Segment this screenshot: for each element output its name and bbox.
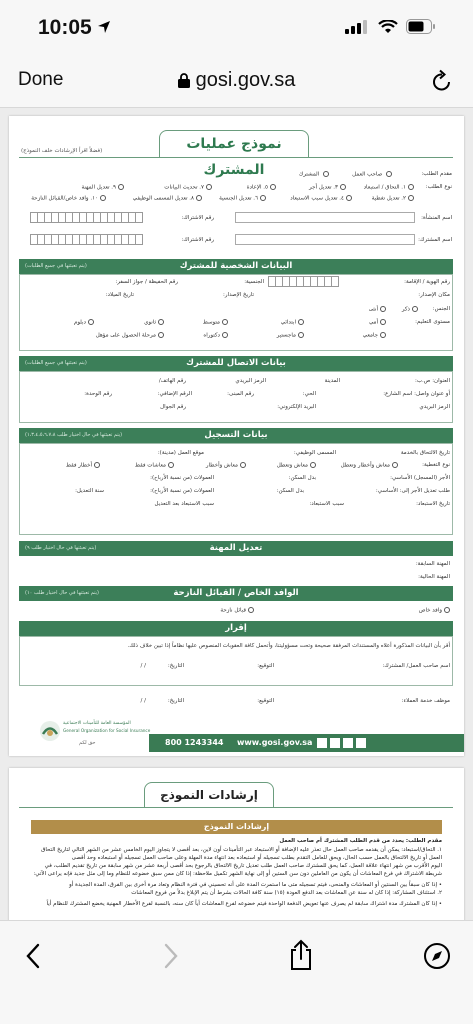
radio-button[interactable]	[270, 184, 276, 190]
section-note: (يتم تعبئتها في حال اختيار طلب ١٠)	[25, 590, 99, 596]
status-time: 10:05	[38, 16, 92, 39]
option-label: ثانوي	[144, 319, 156, 326]
guide-page	[9, 768, 464, 920]
section-title: البيانات الشخصية للمشترك	[179, 261, 293, 271]
request-type-label: نوع الطلب:	[425, 184, 452, 190]
option-label: ٩. تعديل المهنة	[81, 184, 116, 191]
education-option[interactable]	[144, 319, 164, 326]
guide-paragraph: ٢. استئناف المشاركة: إذا كان له سنة عن المعاشات بعد الدفع العودة (١٥) سنة كافة الحالات بشرط أن يتم الإبلاغ بدلاً من فروع المعاشات	[131, 890, 442, 896]
option-label: أمي	[368, 319, 378, 326]
housing-allowance-2-label: بدل السكن:	[276, 488, 304, 494]
education-option[interactable]	[74, 319, 94, 326]
radio-button[interactable]	[412, 306, 418, 312]
form-page	[9, 116, 464, 756]
radio-button[interactable]	[380, 332, 386, 338]
job-title-label: المسمى الوظيفي:	[293, 450, 336, 456]
option-label: ١. التحاق / استبعاد	[363, 184, 406, 191]
radio-button[interactable]	[298, 319, 304, 325]
option-label: معاشات فقط	[134, 462, 166, 469]
linkedin-icon	[356, 738, 366, 748]
po-box-label: العنوان: ص.ب:	[415, 378, 450, 384]
done-button[interactable]: Done	[18, 69, 64, 90]
reading-note: (فضلاً اقرأ الإرشادات خلف النموذج)	[21, 148, 103, 154]
declaration-date-label: التاريخ:	[167, 663, 184, 669]
building-number-label: رقم المبنى:	[227, 391, 254, 397]
special-option-tribes[interactable]	[220, 607, 254, 614]
guide-paragraph: • إذا كان المشترك مدة اشتراك سابقة لم يصرف عنها تعويض الدفعة الواحدة فيتم خضوعه لفرع المعاشات أياً كان سنه، بالنسبة لفرع الأخطار المهنية يخضع المشترك للنظام أياً	[46, 901, 442, 907]
option-label: ١٠. وافد خاص/القبائل النازحة	[31, 195, 98, 202]
browser-address-bar	[0, 56, 473, 108]
facebook-icon	[317, 738, 327, 748]
radio-button[interactable]	[408, 184, 414, 190]
form-title: نموذج عمليات المشترك	[159, 130, 309, 158]
section-title: بيانات التسجيل	[204, 430, 268, 440]
slogan: حق لكم	[79, 740, 96, 746]
section-title: الوافد الخاص / القبائل النازحة	[173, 588, 299, 598]
option-label: دكتوراه	[203, 332, 220, 339]
form-footer	[9, 716, 464, 756]
applicant-option-employer[interactable]	[352, 171, 392, 178]
option-label: دبلوم	[73, 319, 86, 326]
education-option[interactable]	[203, 332, 228, 339]
reload-icon[interactable]	[431, 69, 453, 93]
education-option[interactable]	[277, 332, 304, 339]
mobile-label: رقم الجوال	[160, 404, 186, 410]
commissions-2-label: العمولات (من نسبة الأرباح):	[150, 488, 214, 494]
option-label: ٦. تعديل الجنسية	[219, 195, 258, 202]
request-type-option[interactable]	[364, 184, 414, 191]
exclusion-reason-label: سبب الاستبعاد:	[309, 501, 344, 507]
web-content[interactable]	[0, 108, 473, 920]
phone-label: رقم الهاتف/	[158, 378, 186, 384]
passport-label: رقم الحفيظة / جواز السفر:	[115, 279, 178, 285]
contact-bar	[149, 734, 464, 752]
option-label: ذكر	[401, 306, 410, 313]
nationality-label: الجنسية:	[244, 279, 264, 285]
postal-code-2-label: الرمز البريدي	[419, 404, 450, 410]
education-option[interactable]	[363, 332, 386, 339]
guide-paragraph: اليوم الأقرب من شهر انتهاء علاقة العمل، كما يحق للمشترك صاحب العمل طلب تعديل تاريخ الالتحاق بالرجوع بحد أقصى أربعة عشر من شهر سابقة من تاريخ تقديم الطلب، في	[44, 863, 442, 869]
gender-option-female[interactable]	[369, 306, 386, 313]
contact-section-header	[19, 356, 453, 371]
guide-paragraph: • إذا كان سبقاً بين السنتين أو المعاشات والمنحى، فيتم تسجيله متى ما استمرت المدة على أنه تحسيني في فترة النظام وتعاد مرة أخرى بين الفرق، المدة الجديدة أو	[69, 882, 442, 888]
guide-banner: إرشادات النموذج	[31, 820, 442, 834]
section-note: (يتم تعبئتها في جميع الطلبات)	[25, 360, 87, 366]
url-text: gosi.gov.sa	[195, 69, 296, 91]
request-type-option[interactable]	[133, 195, 202, 202]
org-name-ar: المؤسسة العامة للتأمينات الاجتماعية	[63, 721, 131, 726]
establishment-name-label: اسم المنشأة:	[421, 215, 452, 221]
establishment-number-label: رقم الاشتراك:	[181, 215, 214, 221]
section-title: إقرار	[225, 623, 247, 633]
radio-button[interactable]	[168, 462, 174, 468]
section-title: بيانات الاتصال للمشترك	[186, 358, 286, 368]
education-label: مستوى التعليم:	[415, 319, 450, 325]
option-label: متوسط	[202, 319, 220, 326]
request-type-option[interactable]	[81, 184, 124, 191]
phone-number: 800 1243344	[165, 738, 224, 747]
radio-button[interactable]	[408, 195, 414, 201]
option-label: ٥. الإعادة	[246, 184, 268, 191]
option-label: ماجستير	[276, 332, 296, 339]
coverage-option[interactable]	[135, 462, 174, 469]
special-option-expat[interactable]	[419, 607, 450, 614]
declaration-date-slashes: / /	[140, 663, 146, 669]
special-section-header	[19, 586, 453, 601]
education-option[interactable]	[96, 332, 164, 339]
issue-place-label: مكان الإصدار:	[418, 292, 450, 298]
guide-title-rule	[19, 807, 453, 808]
option-label: وافد خاص	[418, 607, 442, 614]
basic-wage-label: الأجر (المسجل) الأساسي:	[390, 475, 450, 481]
radio-button[interactable]	[196, 195, 202, 201]
staff-date-slashes: / /	[140, 698, 146, 704]
radio-button[interactable]	[260, 195, 266, 201]
website: www.gosi.gov.sa	[237, 738, 313, 747]
request-type-option[interactable]	[31, 195, 106, 202]
option-label: أنثى	[368, 306, 378, 313]
option-label: ٨. تعديل المسمى الوظيفي	[132, 195, 194, 202]
registration-section-header	[19, 428, 453, 443]
current-occupation-label: المهنة الحالية:	[418, 574, 450, 580]
option-label: معاش وأخطار	[205, 462, 238, 469]
radio-button[interactable]	[380, 319, 386, 325]
postal-code-label: الرمز البريدي	[235, 378, 266, 384]
request-type-option[interactable]	[164, 184, 212, 191]
option-label: ٤. تعديل سبب الاستبعاد	[290, 195, 344, 202]
status-bar	[0, 0, 473, 56]
option-label: صاحب العمل	[352, 171, 383, 178]
gosi-emblem-icon	[39, 720, 61, 742]
compass-icon[interactable]	[423, 942, 451, 970]
wifi-icon	[378, 20, 398, 34]
option-label: ٧. تحديث البيانات	[164, 184, 204, 191]
birth-date-label: تاريخ الميلاد:	[105, 292, 134, 298]
exclusion-reason-after-label: سبب الاستبعاد بعد التعديل	[154, 501, 214, 507]
option-label: مرحلة الحصول على مؤهل	[95, 332, 156, 339]
unit-number-label: رقم الوحدة:	[84, 391, 112, 397]
radio-button[interactable]	[94, 462, 100, 468]
exclusion-date-label: تاريخ الاستبعاد:	[416, 501, 450, 507]
radio-button[interactable]	[248, 607, 254, 613]
radio-button[interactable]	[444, 607, 450, 613]
option-label: قبائل نازحة	[220, 607, 246, 614]
guide-title: إرشادات النموذج	[144, 782, 274, 808]
subscriber-number-field[interactable]	[31, 234, 143, 245]
youtube-icon	[343, 738, 353, 748]
option-label: معاش وتعطل	[276, 462, 308, 469]
request-type-option[interactable]	[309, 184, 346, 191]
coverage-label: نوع التغطية:	[422, 462, 450, 468]
title-rule	[19, 157, 453, 158]
option-label: أخطار فقط	[65, 462, 92, 469]
staff-label: موظف خدمة العملاء:	[401, 698, 450, 704]
radio-button[interactable]	[323, 171, 329, 177]
option-label: معاش وأخطار وتعطل	[340, 462, 390, 469]
housing-allowance-label: بدل السكن:	[288, 475, 316, 481]
additional-number-label: الرقم الإضافي:	[157, 391, 192, 397]
staff-signature-label: التوقيع:	[257, 698, 274, 704]
occupation-section-header	[19, 541, 453, 556]
option-label: المشترك	[298, 171, 320, 178]
coverage-option[interactable]	[277, 462, 316, 469]
commissions-label: العمولات (من نسبة الأرباح):	[150, 475, 214, 481]
declaration-text: أقر بأن البيانات المذكورة أعلاه والمستندات المرفقة صحيحة وتحت مسؤوليتنا، وأتحمل كافة العقوبات المنصوص عليها نظاماً إذا تبين خلاف ذلك.	[127, 643, 450, 649]
chevron-right-icon[interactable]	[163, 943, 179, 969]
gender-option-male[interactable]	[402, 306, 418, 313]
guide-heading: مقدم الطلب: يحدد من قدم الطلب المشترك أم صاحب العمل	[279, 838, 442, 844]
amend-year-label: سنة التعديل:	[75, 488, 104, 494]
radio-button[interactable]	[206, 184, 212, 190]
subscriber-number-label: رقم الاشتراك:	[181, 237, 214, 243]
option-label: ابتدائي	[280, 319, 296, 326]
join-date-label: تاريخ الالتحاق بالخدمة	[400, 450, 450, 456]
coverage-option[interactable]	[66, 462, 100, 469]
email-label: البريد الإلكتروني:	[277, 404, 316, 410]
signature-label: التوقيع:	[257, 663, 274, 669]
subscriber-name-label: اسم المشترك:	[418, 237, 452, 243]
district-label: الحي:	[302, 391, 316, 397]
org-name-en: General Organization for Social Insurance	[63, 728, 151, 733]
subscriber-name-field[interactable]	[235, 234, 415, 245]
id-field[interactable]	[269, 276, 339, 287]
issue-date-label: تاريخ الإصدار:	[223, 292, 254, 298]
radio-button[interactable]	[386, 171, 392, 177]
education-option[interactable]	[281, 319, 304, 326]
declaration-section-header	[19, 621, 453, 636]
social-icons	[317, 738, 366, 748]
lock-icon	[178, 73, 190, 88]
establishment-number-field[interactable]	[31, 212, 143, 223]
section-note: (يتم تعبئتها في حال اختيار طلب ١،٣،٤،٥،٦،٧،٨)	[25, 432, 123, 438]
guide-paragraph: العمل أو تاريخ الالتحاق بالعمل حسب الحال، ويحق للعامل التقدم بطلب تسجيله أو استبعاده بعد انتهاء مدة المهلة وعلى صاحب العمل تسجيله أو استبعاده وحد أقصى	[71, 855, 442, 861]
radio-button[interactable]	[158, 332, 164, 338]
cellular-signal-icon	[345, 20, 369, 34]
id-label: رقم الهوية / الإقامة:	[404, 279, 450, 285]
guide-paragraph: ١. التحاق/استبعاد: يمكن أن يقدمه صاحب العمل حال تعذر عليه الإضافة أو الاستبعاد عبر التأمينات أون لاين، بعد أقصى لا يتجاوز اليوم الخامس عشر من الشهر التالي لتاريخ التحاق	[41, 847, 442, 853]
education-option[interactable]	[203, 319, 228, 326]
work-location-label: موقع العمل (مدينة):	[157, 450, 204, 456]
personal-section-frame	[19, 274, 453, 351]
personal-section-header	[19, 259, 453, 274]
request-type-option[interactable]	[247, 184, 276, 191]
option-label: ٣. تعديل أجر	[309, 184, 338, 191]
city-label: المدينة	[324, 378, 340, 384]
twitter-icon	[330, 738, 340, 748]
radio-button[interactable]	[298, 332, 304, 338]
coverage-option[interactable]	[341, 462, 398, 469]
radio-button[interactable]	[380, 306, 386, 312]
staff-date-label: التاريخ:	[167, 698, 184, 704]
signer-name-label: اسم صاحب العمل/ المشترك:	[382, 663, 450, 669]
street-label: أو عنوان واصل: اسم الشارع:	[383, 391, 450, 397]
request-type-option[interactable]	[372, 195, 414, 202]
radio-button[interactable]	[240, 462, 246, 468]
applicant-option-subscriber[interactable]	[299, 171, 329, 178]
radio-button[interactable]	[88, 319, 94, 325]
coverage-option[interactable]	[206, 462, 246, 469]
radio-button[interactable]	[118, 184, 124, 190]
radio-button[interactable]	[100, 195, 106, 201]
section-title: تعديل المهنة	[209, 543, 263, 553]
radio-button[interactable]	[340, 184, 346, 190]
location-arrow-icon	[97, 20, 111, 34]
guide-paragraph: شريطة الاشتراك في فرع المعاشات أن يكون من العاملين دون سن الستين أو إلى نهاية الشهر تكميل ملاحظة: إذا كان ممن سبق خضوعه للنظام وما إلى مثل جديد فإنه يراعى الآتي:	[33, 871, 442, 877]
radio-button[interactable]	[222, 319, 228, 325]
share-icon[interactable]	[289, 939, 313, 971]
section-note: (يتم تعبئتها في جميع الطلبات)	[25, 263, 87, 269]
radio-button[interactable]	[346, 195, 352, 201]
battery-icon	[406, 19, 436, 34]
radio-button[interactable]	[158, 319, 164, 325]
previous-occupation-label: المهنة السابقة:	[415, 561, 450, 567]
chevron-left-icon[interactable]	[25, 943, 41, 969]
option-label: جامعي	[362, 332, 378, 339]
establishment-name-field[interactable]	[235, 212, 415, 223]
gender-label: الجنس:	[432, 306, 450, 312]
radio-button[interactable]	[310, 462, 316, 468]
address-field[interactable]	[0, 69, 473, 92]
section-note: (يتم تعبئتها في حال اختيار طلب ٩)	[25, 545, 97, 551]
education-option[interactable]	[369, 319, 386, 326]
radio-button[interactable]	[392, 462, 398, 468]
gosi-logo	[39, 718, 151, 754]
wage-change-label: طلب تعديل الأجر إلى: الأساسي:	[375, 488, 450, 494]
applicant-label: مقدم الطلب:	[421, 171, 452, 177]
request-type-option[interactable]	[219, 195, 266, 202]
radio-button[interactable]	[222, 332, 228, 338]
option-label: ٢. تعديل تغطية	[371, 195, 406, 202]
request-type-option[interactable]	[290, 195, 352, 202]
browser-toolbar	[0, 920, 473, 1024]
